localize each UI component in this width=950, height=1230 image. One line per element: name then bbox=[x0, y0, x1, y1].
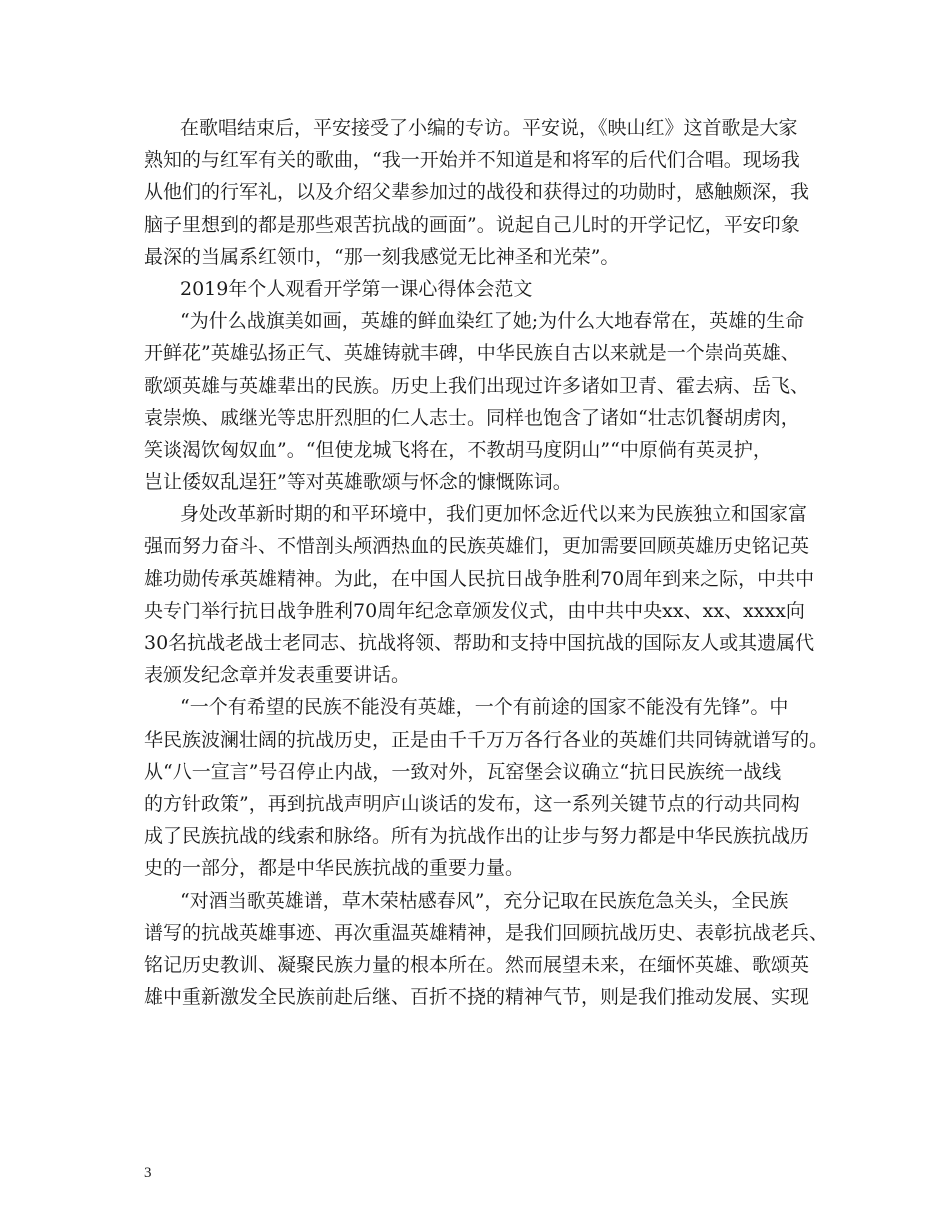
document-body bbox=[144, 112, 829, 1013]
text-line: 央专门举行抗日战争胜利70周年纪念章颁发仪式，由中共中央xx、xx、xxxx向 bbox=[144, 599, 805, 622]
text-line: 的方针政策”，再到抗战声明庐山谈话的发布，这一系列关键节点的行动共同构 bbox=[144, 792, 800, 815]
text-line: 强而努力奋斗、不惜剖头颅洒热血的民族英雄们，更加需要回顾英雄历史铭记英 bbox=[144, 535, 810, 558]
text-line: 脑子里想到的都是那些艰苦抗战的画面”。说起自己儿时的开学记忆，平安印象 bbox=[144, 213, 800, 236]
text-line: 岂让倭奴乱逞狂”等对英雄歌颂与怀念的慷慨陈词。 bbox=[144, 471, 572, 494]
text-line: 成了民族抗战的线索和脉络。所有为抗战作出的让步与努力都是中华民族抗战历 bbox=[144, 825, 810, 848]
text-line: 从他们的行军礼，以及介绍父辈参加过的战役和获得过的功勋时，感触颇深，我 bbox=[144, 181, 810, 204]
paragraph-2 bbox=[144, 305, 814, 498]
text-line: “对酒当歌英雄谱，草木荣枯感春风”，充分记取在民族危急关头，全民族 bbox=[180, 889, 789, 912]
paragraph-3 bbox=[144, 498, 814, 691]
paragraph-4 bbox=[144, 691, 829, 884]
section-heading bbox=[144, 273, 814, 305]
paragraph-5 bbox=[144, 885, 829, 1014]
text-line: 从“八一宣言”号召停止内战，一致对外，瓦窑堡会议确立“抗日民族统一战线 bbox=[144, 760, 782, 783]
text-line: 华民族波澜壮阔的抗战历史，正是由千千万万各行各业的英雄们共同铸就谱写的。 bbox=[144, 728, 829, 751]
heading-line: 2019年个人观看开学第一课心得体会范文 bbox=[180, 277, 533, 300]
text-line: 铭记历史教训、凝聚民族力量的根本所在。然而展望未来，在缅怀英雄、歌颂英 bbox=[144, 953, 810, 976]
text-line: 熟知的与红军有关的歌曲，“我一开始并不知道是和将军的后代们合唱。现场我 bbox=[144, 149, 800, 172]
text-line: 在歌唱结束后，平安接受了小编的专访。平安说，《映山红》这首歌是大家 bbox=[180, 117, 798, 139]
text-line: 雄功勋传承英雄精神。为此，在中国人民抗日战争胜利70周年到来之际，中共中 bbox=[144, 567, 815, 590]
text-line: 谱写的抗战英雄事迹、再次重温英雄精神，是我们回顾抗战历史、表彰抗战老兵、 bbox=[144, 921, 829, 944]
text-line: “一个有希望的民族不能没有英雄，一个有前途的国家不能没有先锋”。中 bbox=[180, 696, 789, 719]
text-line: 史的一部分，都是中华民族抗战的重要力量。 bbox=[144, 857, 525, 880]
text-line: 歌颂英雄与英雄辈出的民族。历史上我们出现过许多诸如卫青、霍去病、岳飞、 bbox=[144, 374, 810, 397]
text-line: “为什么战旗美如画，英雄的鲜血染红了她;为什么大地春常在，英雄的生命 bbox=[180, 310, 805, 333]
text-line: 笑谈渴饮匈奴血”。“但使龙城飞将在，不教胡马度阴山”“中原倘有英灵护， bbox=[144, 438, 772, 461]
page-number: 3 bbox=[144, 1165, 152, 1181]
text-line: 30名抗战老战士老同志、抗战将领、帮助和支持中国抗战的国际友人或其遗属代 bbox=[144, 632, 815, 654]
text-line: 最深的当属系红领巾，“那一刻我感觉无比神圣和光荣”。 bbox=[144, 245, 620, 268]
text-line: 雄中重新激发全民族前赴后继、百折不挠的精神气节，则是我们推动发展、实现 bbox=[144, 986, 810, 1009]
text-line: 开鲜花”英雄弘扬正气、英雄铸就丰碑，中华民族自古以来就是一个崇尚英雄、 bbox=[144, 342, 800, 365]
paragraph-1 bbox=[144, 112, 814, 273]
text-line: 身处改革新时期的和平环境中，我们更加怀念近代以来为民族独立和国家富 bbox=[180, 503, 808, 526]
text-line: 袁崇焕、戚继光等忠肝烈胆的仁人志士。同样也饱含了诸如“壮志饥餐胡虏肉， bbox=[144, 406, 800, 429]
text-line: 表颁发纪念章并发表重要讲话。 bbox=[144, 664, 411, 687]
